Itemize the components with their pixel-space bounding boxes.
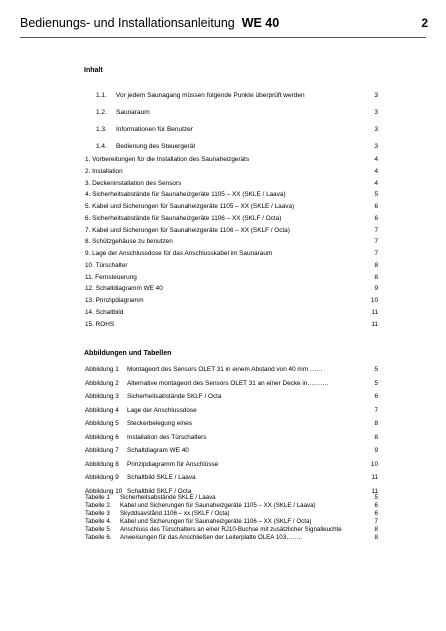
table-label: Tabelle 3: [85, 510, 110, 517]
figure-page: 5: [374, 379, 378, 387]
toc-entry[interactable]: 2. Installation: [85, 167, 123, 175]
figure-label: Abbildung 8: [85, 460, 119, 468]
toc-entry[interactable]: 8. Schützgehäuse zu benutzen: [85, 238, 173, 246]
figure-page: 11: [371, 474, 378, 481]
toc-entry[interactable]: 4. Sicherheitsabstände für Saunaheizgeräte 1105 – XX (SKLE / Laava): [85, 191, 286, 199]
toc-page: 8: [374, 261, 378, 269]
toc-heading: Inhalt: [84, 67, 103, 74]
table-label: Tabelle 6.: [85, 534, 112, 541]
toc-sub-page: 3: [374, 143, 378, 150]
toc-page: 4: [374, 156, 378, 163]
toc-entry[interactable]: 13. Prinzipdiagramm: [85, 297, 144, 304]
table-title[interactable]: Sicherheitsabstände SKLE / Laava: [120, 494, 216, 501]
toc-page: 7: [374, 238, 378, 246]
toc-sub-page: 3: [374, 126, 378, 133]
toc-entry[interactable]: 9. Lage der Anschlussdose für das Anschlusskabel im Saunaraum: [85, 250, 273, 257]
table-label: Tabelle 2.: [85, 502, 112, 509]
figure-title[interactable]: Alternative montageort des Sensors OLET 31 an einer Decke in……….: [127, 379, 329, 387]
figure-title[interactable]: Montageort des Sensors OLET 31 in einem Abstand von 40 mm ……: [127, 366, 323, 373]
figure-title[interactable]: Sicherheitsabstände SKLF / Octa: [127, 393, 222, 400]
figure-page: 8: [374, 420, 378, 427]
page-header: [20, 16, 428, 38]
toc-page: 10: [370, 297, 378, 304]
toc-page: 7: [374, 226, 378, 234]
figure-title[interactable]: Lage der Anschlussdose: [127, 406, 197, 414]
figure-page: 8: [374, 433, 378, 441]
toc-sub-text[interactable]: Informationen für Benutzer: [116, 126, 193, 133]
toc-entry[interactable]: 7. Kabel und Sicherungen für Saunaheizgeräte 1106 – XX (SKLF / Octa): [85, 226, 290, 234]
toc-sub-label: 1.4.: [96, 143, 107, 150]
toc-sub-text[interactable]: Bedienung des Steuergerät: [116, 143, 196, 150]
toc-page: 8: [374, 273, 378, 281]
figure-label: Abbildung 5: [85, 420, 119, 427]
figures-heading: Abbildungen und Tabellen: [84, 350, 172, 357]
toc-sub-label: 1.2.: [96, 109, 107, 116]
table-page: 5: [374, 494, 378, 501]
toc-page: 11: [371, 308, 378, 316]
table-page: 8: [374, 534, 378, 541]
toc-page: 7: [374, 250, 378, 257]
table-label: Tabelle 1: [85, 494, 110, 501]
toc-sub-label: 1.3.: [96, 126, 107, 133]
toc-entry[interactable]: 1. Vorbereitungen für die Installation des Saunaheizgeräts: [85, 156, 250, 163]
toc-sub-page: 3: [374, 109, 378, 116]
figure-page: 6: [374, 393, 378, 400]
toc-entry[interactable]: 12. Schaltdiagramm WE 40: [85, 285, 163, 293]
toc-entry[interactable]: 11. Fernsteuerung: [85, 273, 137, 281]
figure-title[interactable]: Schaltdiagram WE 40: [127, 447, 189, 454]
toc-page: 5: [374, 191, 378, 199]
toc-sub-text[interactable]: Saunaraum: [116, 109, 150, 116]
table-label: Tabelle 4.: [85, 518, 112, 525]
title-text: Bedienungs- und Installationsanleitung: [20, 16, 235, 30]
figure-label: Abbildung 10: [85, 487, 123, 495]
table-page: 6: [374, 510, 378, 517]
toc-page: 6: [374, 203, 378, 210]
table-title[interactable]: Kabel und Sicherungen für Saunaheizgeräte 1106 – XX (SKLF / Octa): [120, 518, 312, 525]
figure-label: Abbildung 2: [85, 379, 119, 387]
toc-sub-page: 3: [374, 92, 378, 99]
figure-label: Abbildung 3: [85, 393, 119, 400]
table-title[interactable]: Skyddsavstånd 1106 – xx (SKLF / Octa): [120, 510, 230, 517]
toc-entry[interactable]: 14. Schaltbild: [85, 308, 124, 316]
figure-page: 11: [371, 487, 378, 495]
figure-page: 7: [374, 406, 378, 414]
toc-entry[interactable]: 15. ROHS: [85, 320, 115, 328]
figure-label: Abbildung 9: [85, 474, 119, 481]
toc-entry[interactable]: 6. Sicherheitsabstände für Saunaheizgeräte 1106 – XX (SKLF / Octa): [85, 214, 282, 222]
toc-sub-text[interactable]: Vor jedem Saunagang müssen folgende Punkte überprüft werden: [116, 92, 305, 99]
toc-page: 9: [374, 285, 378, 293]
figure-page: 10: [370, 460, 378, 468]
document-title: [20, 16, 279, 30]
table-page: 8: [374, 526, 378, 533]
figure-title[interactable]: Prinzipdiagramm für Anschlüsse: [127, 460, 219, 468]
page-number: 2: [421, 16, 428, 30]
toc-page: 6: [374, 214, 378, 222]
table-page: 6: [374, 502, 378, 509]
table-title[interactable]: Kabel und Sicherungen für Saunaheizgeräte 1105 – XX (SKLE / Laava): [120, 502, 316, 509]
toc-entry[interactable]: 10. Türschalter: [85, 261, 128, 269]
toc-entry[interactable]: 5. Kabel und Sicherungen für Saunaheizgeräte 1105 – XX (SKLE / Laava): [85, 203, 295, 210]
toc-entry[interactable]: 3. Deckeninstallation des Sensors: [85, 179, 182, 187]
toc-page: 11: [371, 320, 378, 328]
toc-sub-label: 1.1.: [96, 92, 107, 99]
figure-label: Abbildung 1: [85, 366, 119, 373]
table-title[interactable]: Anschluss des Türschalters an einer RJ10-Buchse mit zusätzlicher Signalleuchte: [120, 526, 342, 533]
figure-title[interactable]: Installation des Türschalters: [127, 433, 207, 441]
table-page: 7: [374, 518, 378, 525]
toc-page: 4: [374, 179, 378, 187]
figure-title[interactable]: Schaltbild SKLE / Laava: [127, 474, 196, 481]
model-name: WE 40: [241, 16, 280, 30]
table-title[interactable]: Anweisungen für das Anschließen der Leiterplatte OLEA 103……..: [120, 534, 302, 541]
header-divider: [20, 37, 426, 38]
figure-label: Abbildung 6: [85, 433, 119, 441]
figure-page: 5: [374, 366, 378, 373]
figure-page: 9: [374, 447, 378, 454]
table-label: Tabelle 5.: [85, 526, 112, 533]
figure-label: Abbildung 4: [85, 406, 119, 414]
toc-page: 4: [374, 167, 378, 175]
figure-title[interactable]: Schaltbild SKLF / Octa: [127, 487, 192, 495]
figure-title[interactable]: Steckerbelegung eines: [127, 420, 193, 427]
figure-label: Abbildung 7: [85, 447, 119, 454]
